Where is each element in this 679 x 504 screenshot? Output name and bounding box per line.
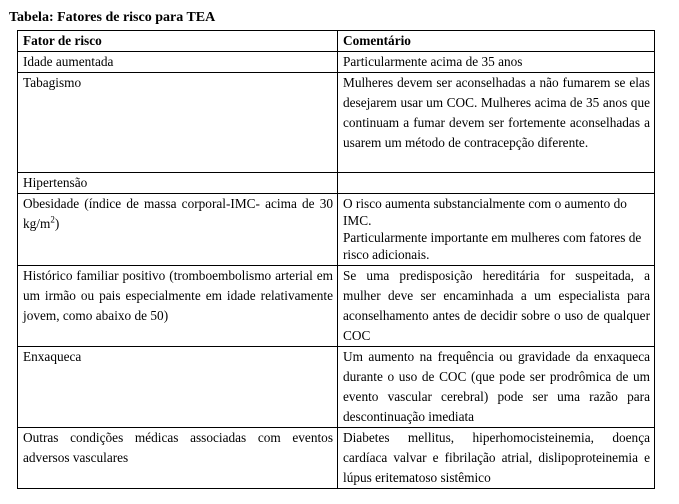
table-caption: Tabela: Fatores de risco para TEA [9,10,216,25]
risk-factor-cell: Outras condições médicas associadas com eventos adversos vasculares [18,428,338,489]
table-row [18,428,655,489]
comment-cell [338,194,655,266]
table-row [18,347,655,428]
risk-factor-cell: Idade aumentada [18,52,338,73]
comment-cell: Particularmente acima de 35 anos [338,52,655,73]
table-row [18,194,655,266]
superscript: 2 [50,214,55,225]
comment-cell: Se uma predisposição hereditária for suspeitada, a mulher deve ser encaminhada a um especialista para aconselhamento antes de decidir sobre o uso de qualquer COC [338,266,655,347]
comment-cell: Um aumento na frequência ou gravidade da enxaqueca durante o uso de COC (que pode ser prodrômica de um evento vascular cerebral) pode ser uma razão para descontinuação imediata [338,347,655,428]
risk-factors-table [17,30,655,489]
comment-cell [338,173,655,194]
table-row [18,266,655,347]
risk-factor-cell: Tabagismo [18,73,338,173]
table-row [18,52,655,73]
comment-cell: Diabetes mellitus, hiperhomocisteinemia, doença cardíaca valvar e fibrilação atrial, dislipoproteinemia e lúpus eritematoso sistêmico [338,428,655,489]
factor-text: Obesidade (índice de massa corporal-IMC- acima de 30 kg/m [23,196,333,231]
header-risk-factor: Fator de risco [18,31,338,52]
risk-factor-cell [18,194,338,266]
table-row [18,173,655,194]
risk-factor-cell: Histórico familiar positivo (tromboembolismo arterial em um irmão ou pais especialmente em idade relativamente jovem, como abaixo de 50) [18,266,338,347]
risk-factor-cell: Hipertensão [18,173,338,194]
factor-text-suffix: ) [54,216,60,231]
risk-factor-cell: Enxaqueca [18,347,338,428]
comment-line: Particularmente importante em mulheres com fatores de risco adicionais. [343,230,642,262]
comment-cell: Mulheres devem ser aconselhadas a não fumarem se elas desejarem usar um COC. Mulheres acima de 35 anos que continuam a fumar devem ser fortemente aconselhadas a usarem um método de contracepção diferente. [338,73,655,173]
header-comment: Comentário [338,31,655,52]
table-header-row [18,31,655,52]
table-row [18,73,655,173]
comment-line: O risco aumenta substancialmente com o aumento do IMC. [343,196,627,228]
